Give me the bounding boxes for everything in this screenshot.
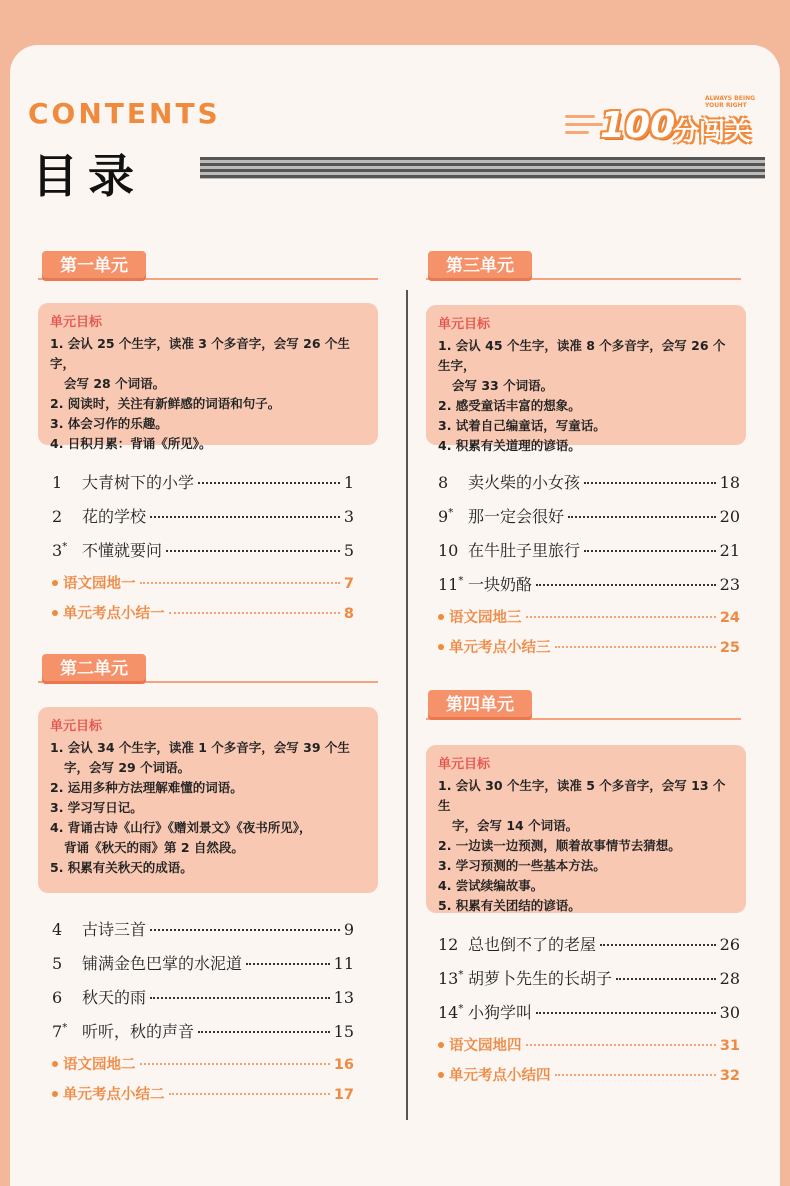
goal-item: 1. 会认 45 个生字，读准 8 个多音字，会写 26 个生字， 会写 33 个词语。 xyxy=(438,338,726,393)
lesson-link[interactable]: 12 总也倒不了的老屋 26 xyxy=(438,935,740,954)
unit-heading: 第二单元 xyxy=(42,654,146,684)
unit-goals-box xyxy=(38,707,378,893)
brand-tagline: ALWAYS BEING YOUR RIGHT xyxy=(705,95,756,109)
goal-item: 1. 会认 30 个生字，读准 5 个多音字，会写 13 个生 字，会写 14 个词语。 xyxy=(438,778,726,833)
goal-item: 4. 日积月累：背诵《所见》。 xyxy=(50,436,212,451)
unit-heading: 第一单元 xyxy=(42,251,146,281)
page-title: 目录 xyxy=(32,149,144,203)
goal-item: 3. 学习写日记。 xyxy=(50,800,143,815)
lesson-link[interactable]: 7* 听听，秋的声音 15 xyxy=(52,1022,354,1041)
lesson-link[interactable]: 9* 那一定会很好 20 xyxy=(438,507,740,526)
goals-title: 单元目标 xyxy=(438,757,491,772)
goal-item: 2. 一边读一边预测，顺着故事情节去猜想。 xyxy=(438,838,681,853)
unit-extra-link[interactable]: 语文园地二 16 xyxy=(52,1053,354,1083)
unit-goals-box xyxy=(426,745,746,913)
goal-item: 2. 感受童话丰富的想象。 xyxy=(438,398,581,413)
goal-item: 3. 体会习作的乐趣。 xyxy=(50,416,168,431)
brand-number: 100 xyxy=(600,105,676,146)
goal-item: 5. 积累有关秋天的成语。 xyxy=(50,860,193,875)
unit-extra-link[interactable]: 语文园地四 31 xyxy=(438,1034,740,1064)
unit-extra-link[interactable]: 语文园地一 7 xyxy=(52,572,354,602)
goal-item: 3. 试着自己编童话，写童话。 xyxy=(438,418,606,433)
goal-item: 4. 尝试续编故事。 xyxy=(438,878,544,893)
contents-label: CONTENTS xyxy=(28,97,221,130)
goals-title: 单元目标 xyxy=(50,719,103,734)
brand-suffix: 分闯关 xyxy=(673,117,752,147)
unit-goals-box xyxy=(38,303,378,451)
lesson-link[interactable]: 13* 胡萝卜先生的长胡子 28 xyxy=(438,969,740,988)
lesson-link[interactable]: 14* 小狗学叫 30 xyxy=(438,1003,740,1022)
goals-title: 单元目标 xyxy=(438,317,491,332)
goal-item: 1. 会认 25 个生字，读准 3 个多音字，会写 26 个生字， 会写 28 个词语。 xyxy=(50,336,350,391)
unit-goals-box xyxy=(426,305,746,453)
unit-extra-link[interactable]: 单元考点小结四 32 xyxy=(438,1064,740,1094)
unit-extra-link[interactable]: 单元考点小结一 8 xyxy=(52,602,354,632)
lesson-link[interactable]: 10 在牛肚子里旅行 21 xyxy=(438,541,740,560)
unit-heading: 第四单元 xyxy=(428,690,532,720)
goal-item: 1. 会认 34 个生字，读准 1 个多音字，会写 39 个生 字，会写 29 个词语。 xyxy=(50,740,350,775)
lesson-link[interactable]: 3* 不懂就要问 5 xyxy=(52,541,354,560)
goal-item: 3. 学习预测的一些基本方法。 xyxy=(438,858,606,873)
goal-item: 4. 积累有关道理的谚语。 xyxy=(438,438,581,453)
goal-item: 5. 积累有关团结的谚语。 xyxy=(438,898,581,913)
lesson-link[interactable]: 2 花的学校 3 xyxy=(52,507,354,526)
lesson-link[interactable]: 6 秋天的雨 13 xyxy=(52,988,354,1007)
goals-title: 单元目标 xyxy=(50,315,103,330)
goal-item: 2. 阅读时，关注有新鲜感的词语和句子。 xyxy=(50,396,281,411)
lesson-link[interactable]: 4 古诗三首 9 xyxy=(52,920,354,939)
toc-page xyxy=(10,45,780,1186)
goal-item: 2. 运用多种方法理解难懂的词语。 xyxy=(50,780,243,795)
column-divider xyxy=(406,290,408,1120)
brand-logo xyxy=(565,95,780,150)
lesson-link[interactable]: 1 大青树下的小学 1 xyxy=(52,473,354,492)
title-stripe-decoration xyxy=(200,157,765,179)
goal-item: 4. 背诵古诗《山行》《赠刘景文》《夜书所见》， 背诵《秋天的雨》第 2 自然段。 xyxy=(50,820,312,855)
speed-lines-icon xyxy=(565,115,605,139)
lesson-link[interactable]: 5 铺满金色巴掌的水泥道 11 xyxy=(52,954,354,973)
unit-heading: 第三单元 xyxy=(428,251,532,281)
unit-extra-link[interactable]: 单元考点小结三 25 xyxy=(438,636,740,666)
unit-extra-link[interactable]: 语文园地三 24 xyxy=(438,606,740,636)
lesson-link[interactable]: 11* 一块奶酪 23 xyxy=(438,575,740,594)
lesson-link[interactable]: 8 卖火柴的小女孩 18 xyxy=(438,473,740,492)
unit-extra-link[interactable]: 单元考点小结二 17 xyxy=(52,1083,354,1113)
